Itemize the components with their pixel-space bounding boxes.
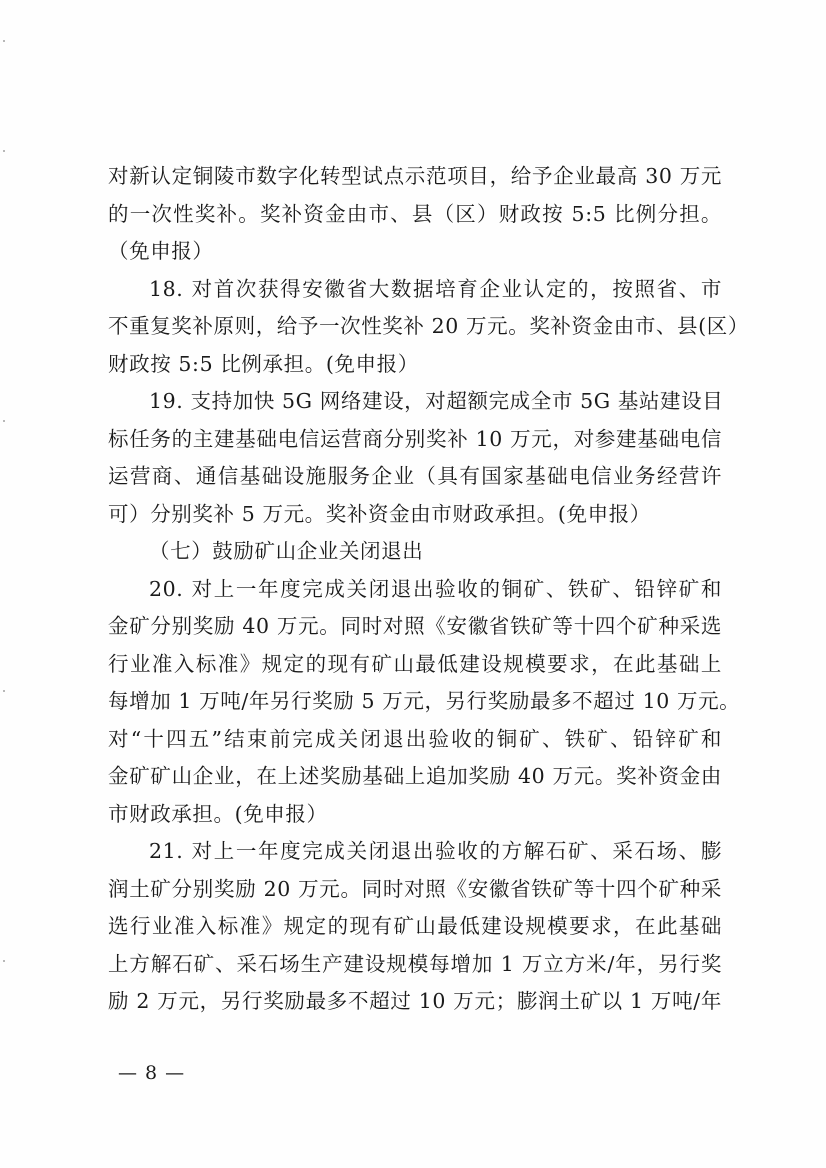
item-20-line-4: 每增加 1 万吨/年另行奖励 5 万元，另行奖励最多不超过 10 万元。 — [108, 689, 741, 713]
item-21-line-2: 润土矿分别奖励 20 万元。同时对照《安徽省铁矿等十四个矿种采 — [108, 876, 722, 901]
item-19-line-2: 标任务的主建基础电信运营商分别奖补 10 万元，对参建基础电信 — [108, 426, 722, 451]
edge-dot — [3, 690, 5, 692]
item-19-line-3: 运营商、通信基础设施服务企业（具有国家基础电信业务经营许 — [108, 464, 722, 488]
item-21-line-3: 选行业准入标准》规定的现有矿山最低建设规模要求，在此基础 — [108, 914, 722, 938]
item-19-line-1: 19. 支持加快 5G 网络建设，对超额完成全市 5G 基站建设目 — [149, 389, 724, 413]
edge-dot — [3, 40, 5, 42]
body-text — [108, 158, 749, 1021]
text-line-2: 的一次性奖补。奖补资金由市、县（区）财政按 5:5 比例分担。 — [108, 201, 722, 226]
item-21-line-1: 21. 对上一年度完成关闭退出验收的方解石矿、采石场、膨 — [149, 839, 722, 863]
item-18-line-2: 不重复奖补原则，给予一次性奖补 20 万元。奖补资金由市、县(区） — [108, 314, 749, 338]
item-20-line-5: 对“十四五”结束前完成关闭退出验收的铜矿、铁矿、铅锌矿和 — [108, 726, 722, 751]
item-20-line-7: 市财政承担。(免申报） — [108, 801, 328, 826]
binding-edge-marks — [3, 0, 5, 1168]
item-20-line-6: 金矿矿山企业，在上述奖励基础上追加奖励 40 万元。奖补资金由 — [108, 764, 722, 788]
item-19-line-4: 可）分别奖补 5 万元。奖补资金由市财政承担。(免申报） — [108, 501, 651, 526]
text-line-1: 对新认定铜陵市数字化转型试点示范项目，给予企业最高 30 万元 — [108, 164, 722, 188]
item-20-line-3: 行业准入标准》规定的现有矿山最低建设规模要求，在此基础上 — [108, 651, 722, 676]
item-21-line-5: 励 2 万元，另行奖励最多不超过 10 万元；膨润土矿以 1 万吨/年 — [108, 989, 722, 1013]
edge-dot — [3, 150, 5, 152]
item-20-line-2: 金矿分别奖励 40 万元。同时对照《安徽省铁矿等十四个矿种采选 — [108, 614, 722, 638]
item-18-line-1: 18. 对首次获得安徽省大数据培育企业认定的，按照省、市 — [149, 276, 722, 301]
text-line-3: （免申报） — [108, 239, 214, 263]
section-heading-7: （七）鼓励矿山企业关闭退出 — [149, 539, 424, 563]
item-18-line-3: 财政按 5:5 比例承担。(免申报） — [108, 351, 419, 376]
edge-dot — [3, 420, 5, 422]
item-21-line-4: 上方解石矿、采石场生产建设规模每增加 1 万立方米/年，另行奖 — [108, 951, 722, 976]
item-20-line-1: 20. 对上一年度完成关闭退出验收的铜矿、铁矿、铅锌矿和 — [149, 576, 722, 601]
page-number: — 8 — — [118, 1062, 186, 1084]
edge-dot — [3, 960, 5, 962]
